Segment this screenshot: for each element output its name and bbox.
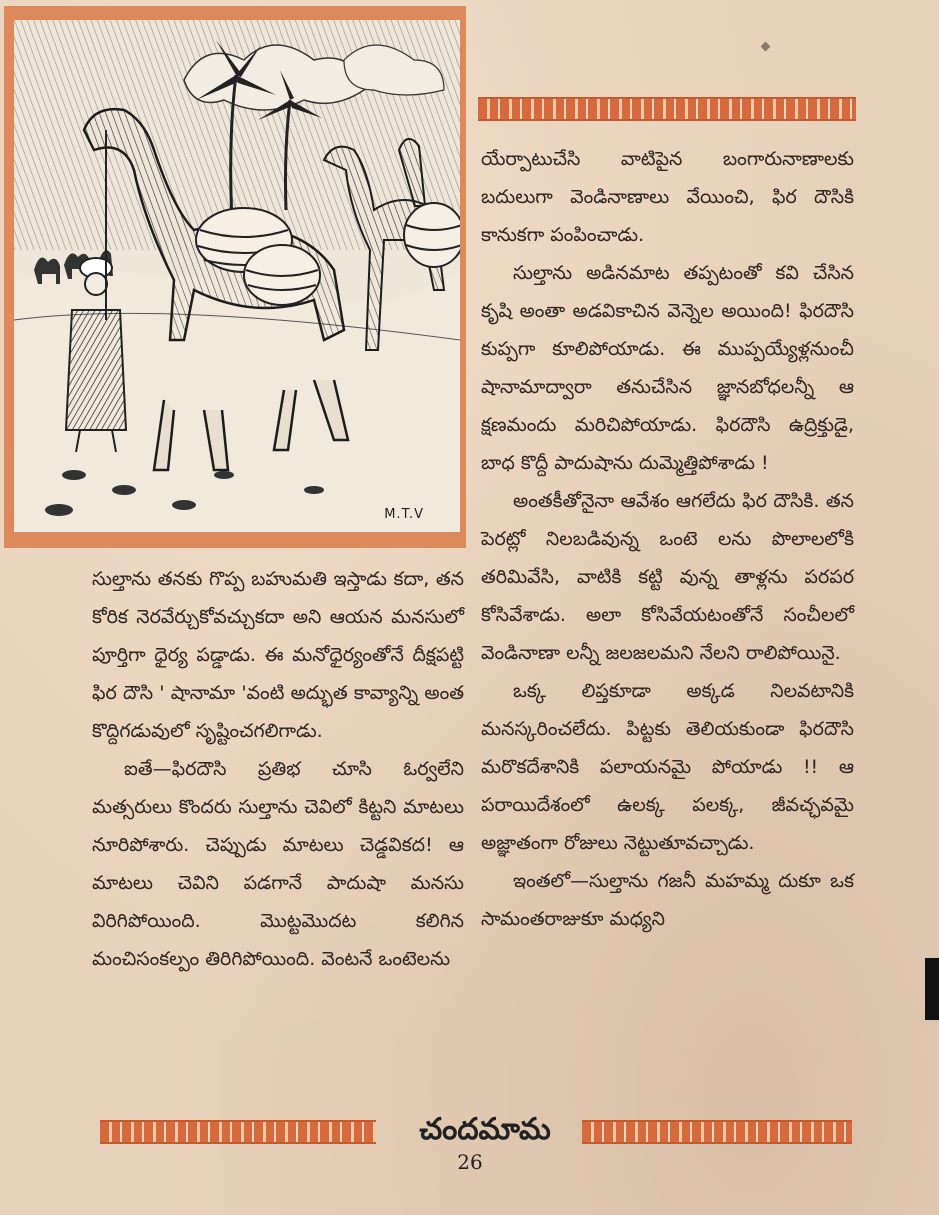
decorative-border-footer-left bbox=[100, 1120, 376, 1144]
camel-caravan-illustration bbox=[14, 20, 460, 532]
page-number: 26 bbox=[457, 1150, 483, 1174]
left-column bbox=[92, 560, 464, 978]
decorative-border-footer-right bbox=[582, 1120, 852, 1144]
right-column bbox=[481, 140, 854, 938]
magazine-title: చందమామ bbox=[419, 1112, 551, 1147]
decorative-border-top bbox=[478, 97, 856, 121]
right-paragraph-3: అంతకీతోనైనా ఆవేశం ఆగలేదు ఫిర దౌసికి. తన పెరట్లో నిలబడివున్న ఒంటె లను పొలాలలోకి తరిమివేసి, వాటికి కట్టి వున్న తాళ్లను పరపర కోసివేశాడు. అలా కోసివేయటంతోనే సంచీలలో వెండినాణా లన్నీ జలజలమని నేలని రాలిపోయినై. bbox=[481, 490, 854, 664]
left-paragraph-1: సుల్తాను తనకు గొప్ప బహుమతి ఇస్తాడు కదా, తన కోరిక నెరవేర్చుకోవచ్చుకదా అని ఆయన మనసులో పూర్తిగా ధైర్య పడ్డాడు. ఈ మనోధైర్యంతోనే దీక్షపట్టి ఫిర దౌసి ' షానామా 'వంటి అద్భుత కావ్యాన్ని అంత కొద్దిగడువులో సృష్టించగలిగాడు. bbox=[92, 568, 464, 742]
right-paragraph-2: సుల్తాను అడినమాట తప్పటంతో కవి చేసిన కృషి అంతా అడవికాచిన వెన్నెల అయింది! ఫిరదౌసి కుప్పగా కూలిపోయాడు. ఈ ముప్పయ్యేళ్లనుంచీ షానామాద్వారా తనుచేసిన జ్ఞానబోధలన్నీ ఆ క్షణమందు మరిచిపోయాడు. ఫిరదౌసి ఉద్రిక్తుడై, బాధ కొద్దీ పాదుషాను దుమ్మెత్తిపోశాడు ! bbox=[481, 262, 854, 474]
illustration-frame bbox=[4, 6, 466, 548]
illustration bbox=[14, 20, 460, 532]
illustrator-signature: M.T.V bbox=[384, 507, 424, 522]
right-paragraph-1: యేర్పాటుచేసి వాటిపైన బంగారునాణాలకు బదులుగా వెండినాణాలు వేయించి, ఫిర దౌసికి కానుకగా పంపించాడు. bbox=[481, 148, 854, 246]
left-paragraph-2: ఐతే—ఫిరదౌసి ప్రతిభ చూసి ఓర్వలేని మత్సరులు కొందరు సుల్తాను చెవిలో కిట్టని మాటలు నూరిపోశారు. చెప్పుడు మాటలు చెడ్డవికద! ఆ మాటలు చెవిని పడగానే పాదుషా మనసు విరిగిపోయింది. మొట్టమొదట కలిగిన మంచిసంకల్పం తిరిగిపోయింది. వెంటనే ఒంటెలను bbox=[92, 758, 464, 970]
right-paragraph-4: ఒక్క లిప్తకూడా అక్కడ నిలవటానికి మనస్కరించలేదు. పిట్టకు తెలియకుండా ఫిరదౌసి మరొకదేశానికి పలాయనమై పోయాడు !! ఆ పరాయిదేశంలో ఉలక్క పలక్క, జీవచ్ఛవమై అజ్ఞాతంగా రోజులు నెట్టుతూవచ్చాడు. bbox=[481, 680, 854, 854]
edge-tab-mark bbox=[925, 958, 939, 1020]
right-paragraph-5: ఇంతలో—సుల్తాను గజనీ మహమ్మ దుకూ ఒక సామంతరాజుకూ మధ్యని bbox=[481, 870, 854, 930]
